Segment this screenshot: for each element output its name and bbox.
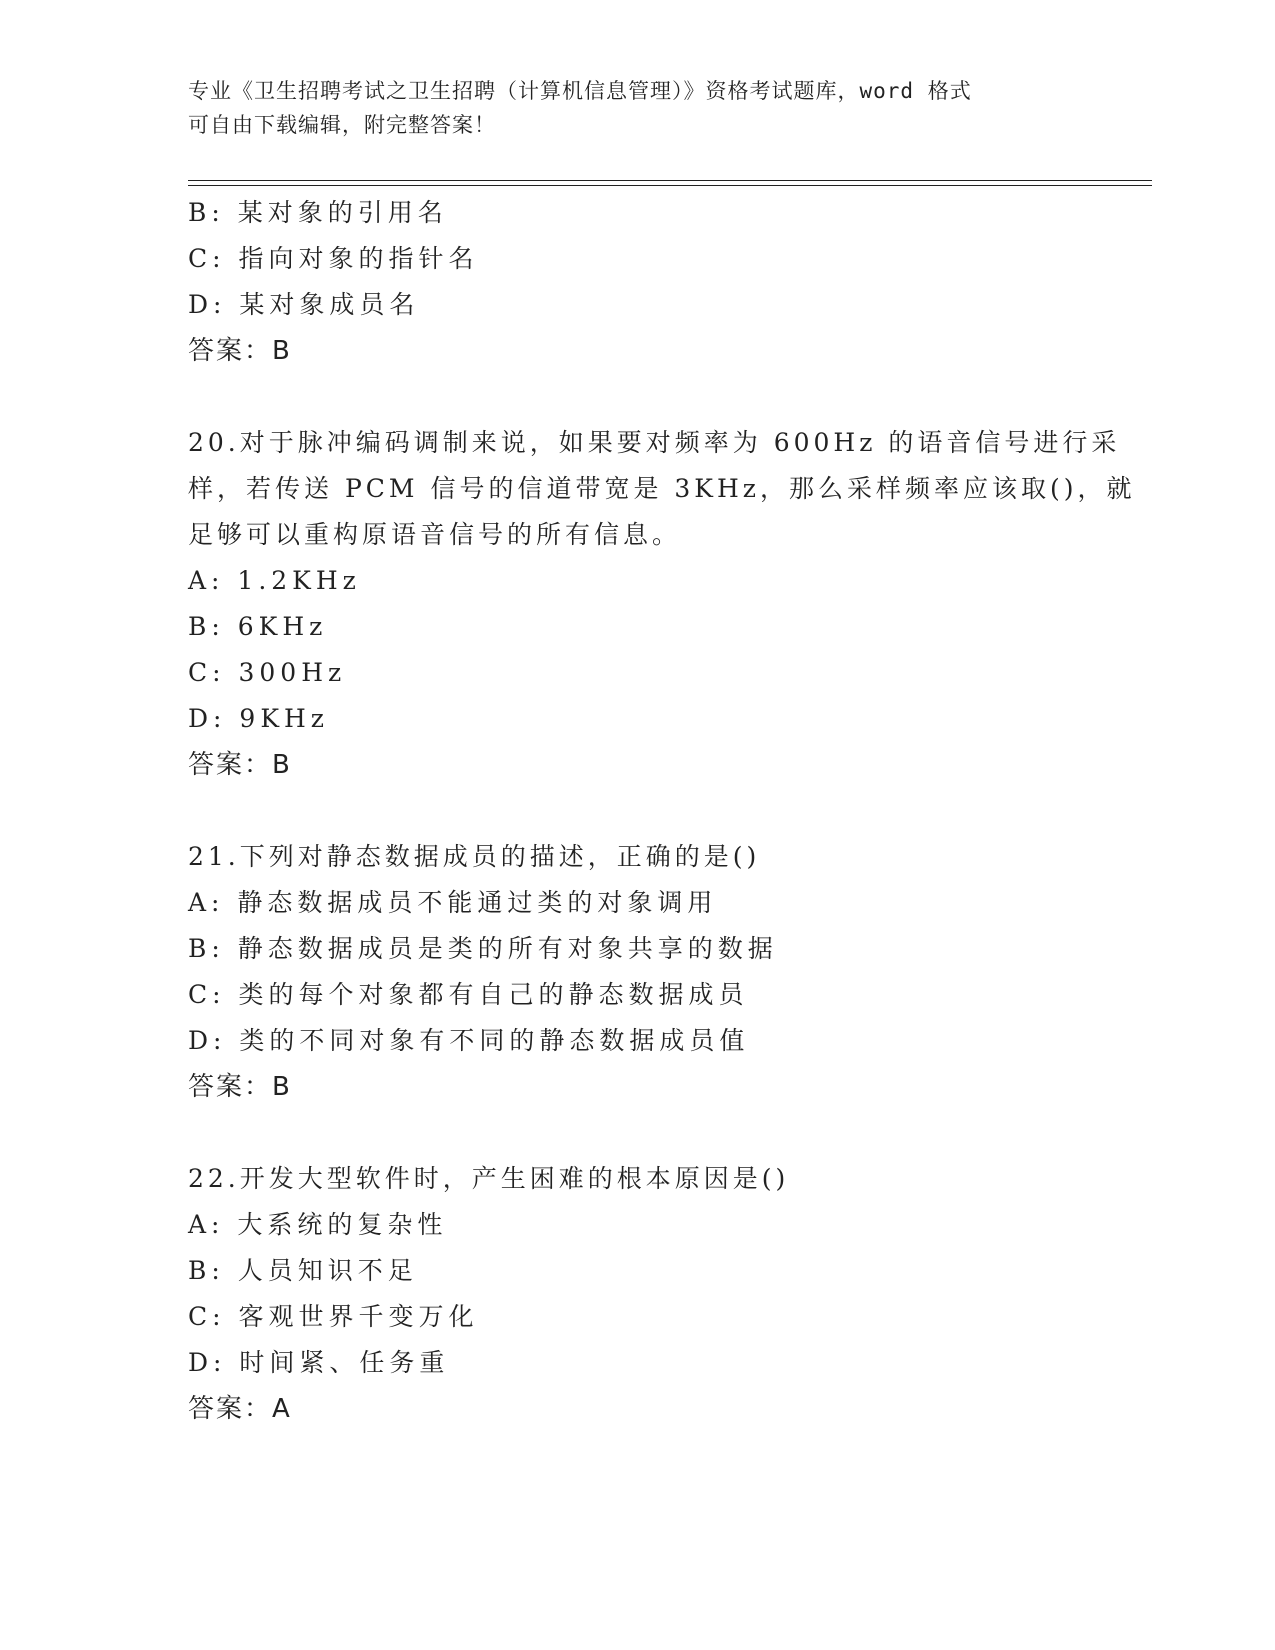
document-header	[188, 74, 1088, 142]
question-21-block	[188, 834, 1118, 1110]
answer: 答案：B	[188, 336, 292, 366]
spacer	[188, 788, 1118, 834]
stem-line: 足够可以重构原语音信号的所有信息。	[188, 520, 682, 549]
option-d: D: 类的不同对象有不同的静态数据成员值	[188, 1026, 750, 1055]
question-20-block	[188, 420, 1136, 788]
option-d: D: 某对象成员名	[188, 290, 420, 319]
answer: 答案：A	[188, 1394, 292, 1424]
answer: 答案：B	[188, 750, 292, 780]
option-a: A: 静态数据成员不能通过类的对象调用	[188, 888, 718, 917]
option-c: C: 300Hz	[188, 658, 347, 687]
question-stem	[188, 834, 1118, 880]
spacer	[188, 1110, 1118, 1156]
header-line-1: 专业《卫生招聘考试之卫生招聘（计算机信息管理）》资格考试题库，word 格式	[188, 79, 972, 103]
option-b: B: 6KHz	[188, 612, 328, 641]
stem-line: 22.开发大型软件时，产生困难的根本原因是()	[188, 1164, 790, 1193]
stem-line: 20.对于脉冲编码调制来说，如果要对频率为 600Hz 的语音信号进行采	[188, 428, 1121, 457]
option-c: C: 客观世界千变万化	[188, 1302, 479, 1331]
question-list	[188, 190, 1136, 1432]
option-b: B: 静态数据成员是类的所有对象共享的数据	[188, 934, 778, 963]
option-c: C: 类的每个对象都有自己的静态数据成员	[188, 980, 749, 1009]
stem-line: 样，若传送 PCM 信号的信道带宽是 3KHz，那么采样频率应该取()，就	[188, 474, 1136, 503]
option-a: A: 大系统的复杂性	[188, 1210, 448, 1239]
question-stem	[188, 1156, 1118, 1202]
question-19-block	[188, 190, 1118, 374]
stem-line: 21.下列对静态数据成员的描述，正确的是()	[188, 842, 761, 871]
header-rule-top	[188, 180, 1152, 181]
spacer	[188, 374, 1118, 420]
header-rule-bottom	[188, 185, 1152, 186]
header-line-2: 可自由下载编辑，附完整答案！	[188, 113, 496, 137]
option-d: D: 时间紧、任务重	[188, 1348, 450, 1377]
option-a: A: 1.2KHz	[188, 566, 361, 595]
option-b: B: 人员知识不足	[188, 1256, 418, 1285]
question-22-block	[188, 1156, 1118, 1432]
option-c: C: 指向对象的指针名	[188, 244, 479, 273]
option-b: B: 某对象的引用名	[188, 198, 448, 227]
question-stem	[188, 420, 1136, 558]
option-d: D: 9KHz	[188, 704, 329, 733]
answer: 答案：B	[188, 1072, 292, 1102]
